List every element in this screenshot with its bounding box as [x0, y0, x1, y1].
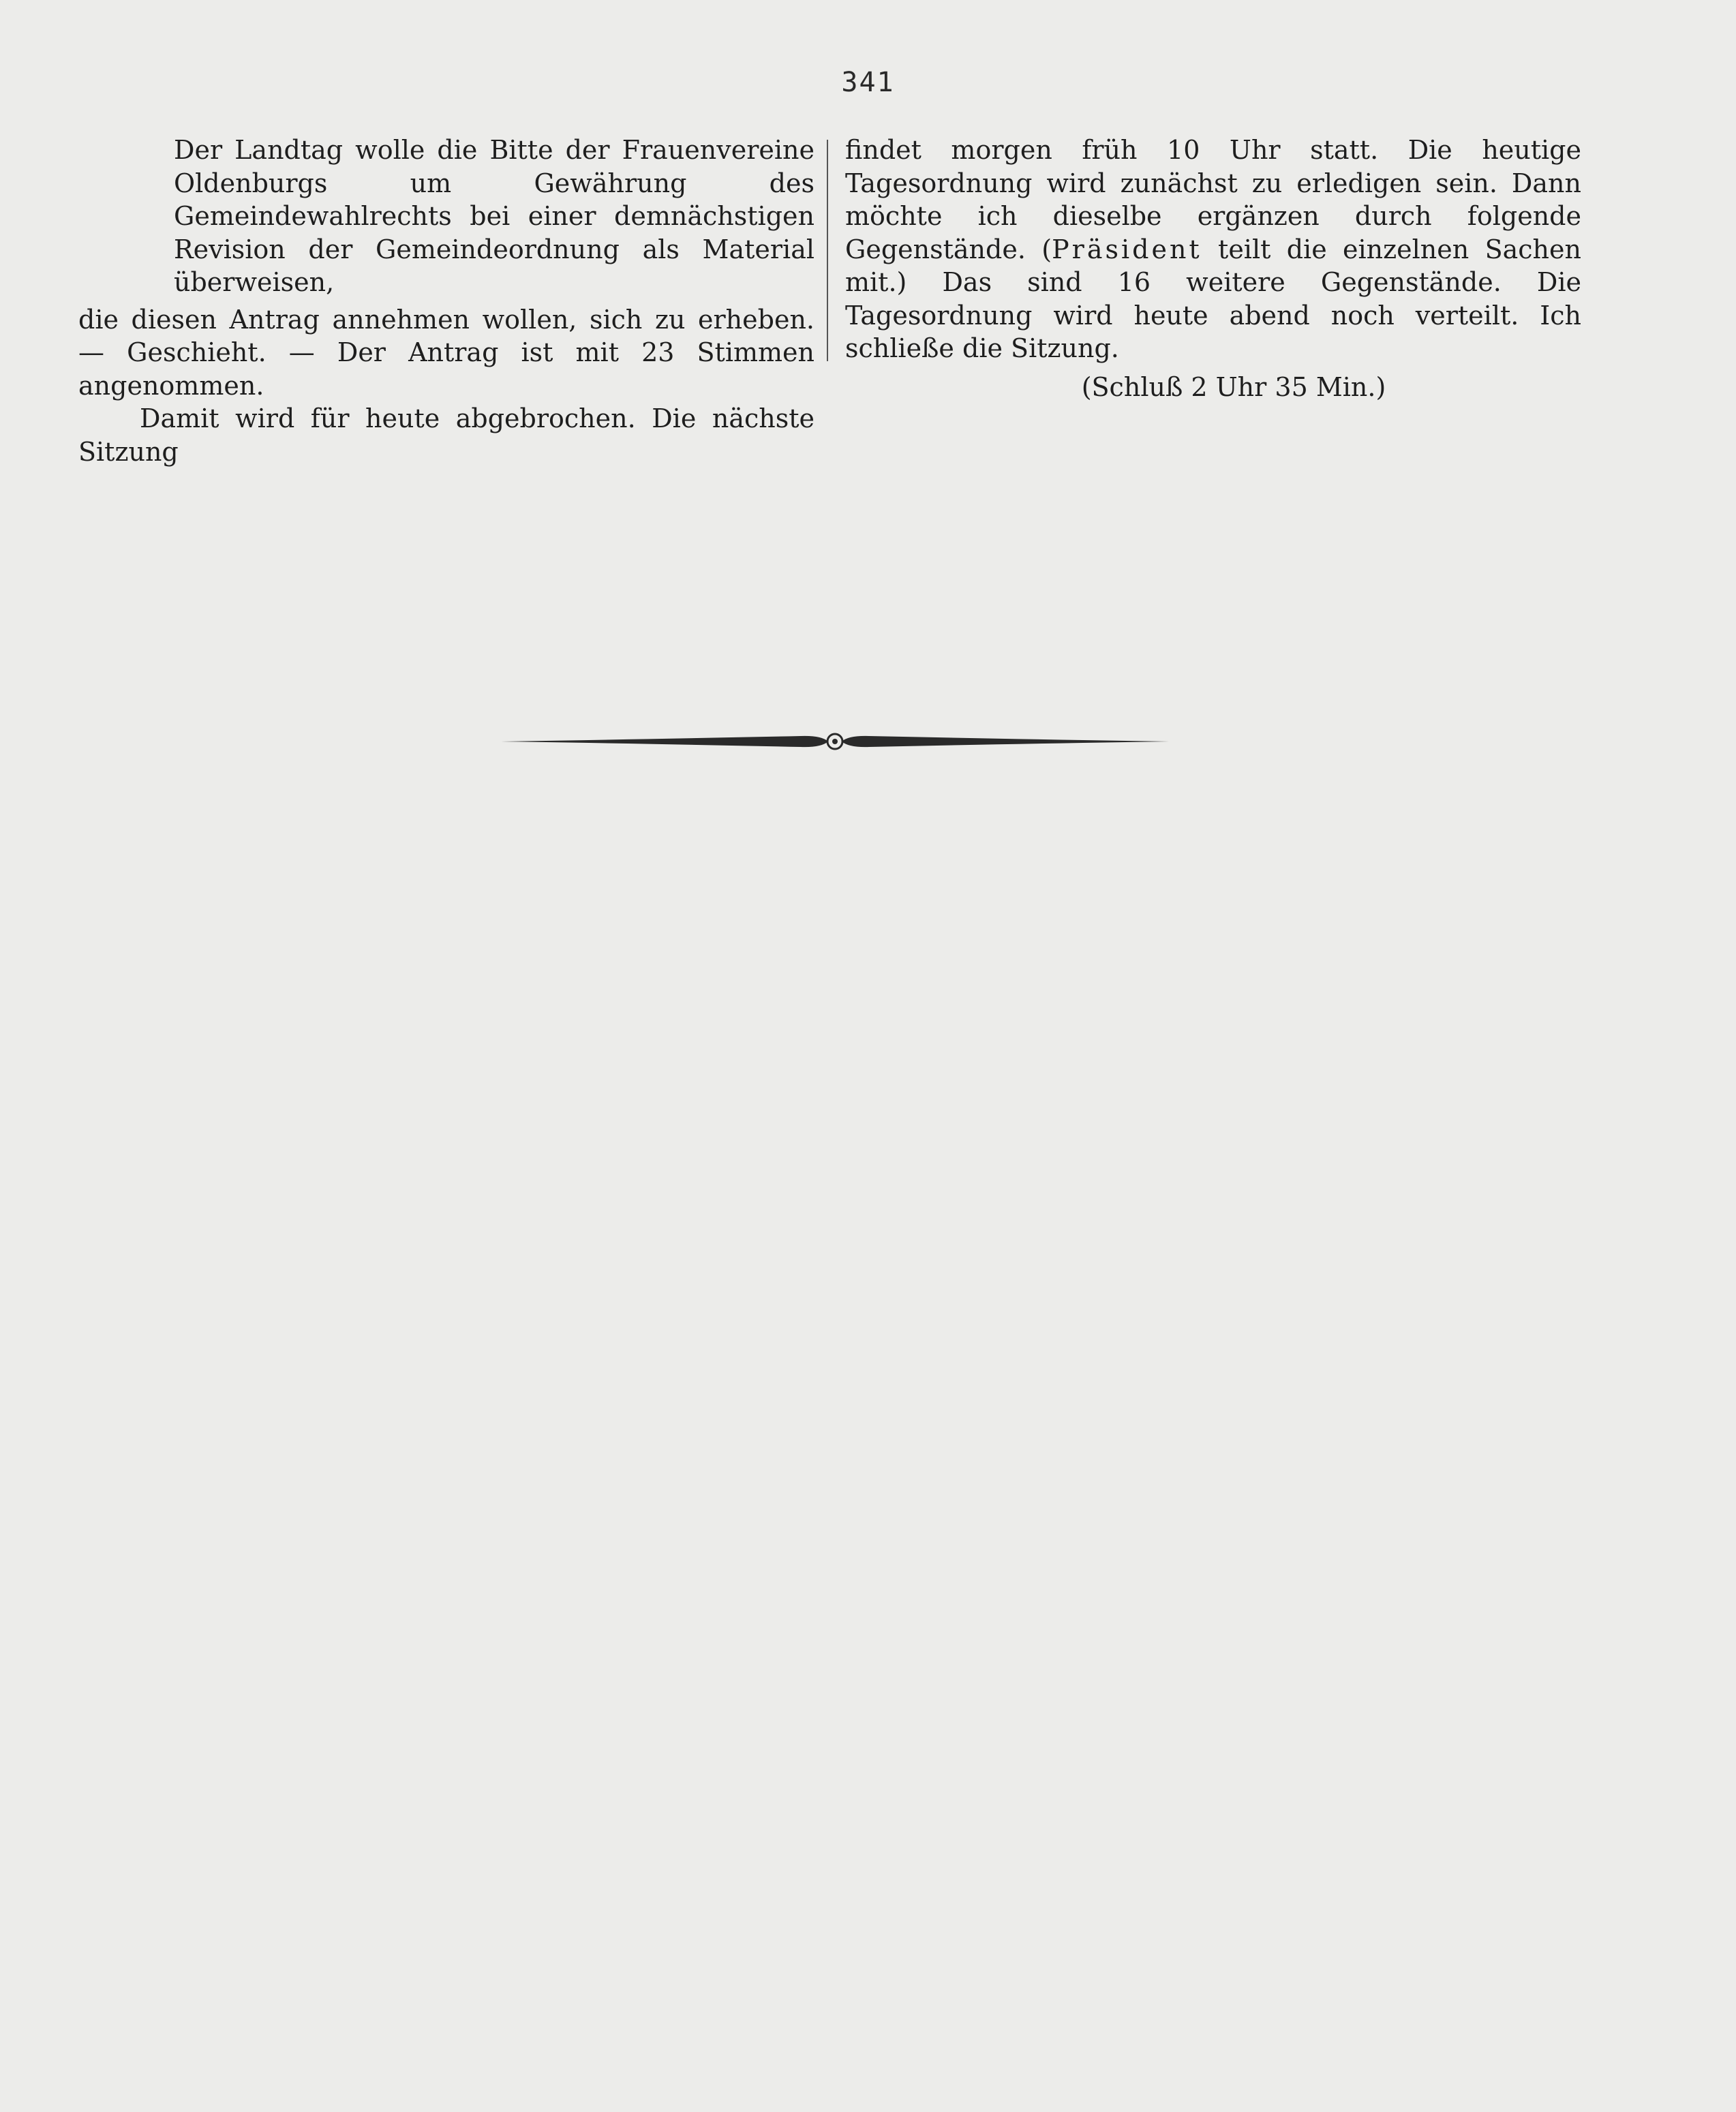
- adjourn-text: Damit wird für heute abgebrochen. Die nächste Sitzung: [78, 403, 814, 467]
- vote-text: die diesen Antrag annehmen wollen, sich zu erheben. — Geschieht. — Der Antrag ist mit 23 Stimmen angenommen.: [78, 304, 814, 401]
- left-column: [78, 134, 814, 468]
- end-of-section-ornament-icon: [501, 728, 1169, 755]
- right-column: [845, 134, 1581, 403]
- right-text-before: findet morgen früh 10 Uhr statt. Die heutige Tagesordnung wird zunächst zu erledigen sein. Dann möchte ich dieselbe ergänzen durch folgende Gegenstände. (: [845, 135, 1581, 264]
- motion-text: Der Landtag wolle die Bitte der Frauenvereine Oldenburgs um Gewährung des Gemeindewahlrechts bei einer demnächstigen Revision der Gemeindeordnung als Material überweisen,: [174, 135, 814, 297]
- right-paragraph: [845, 134, 1581, 365]
- spaced-word: Präsident: [1052, 234, 1202, 264]
- page-number: 341: [841, 67, 895, 98]
- right-text-after: teilt die einzelnen Sachen mit.) Das sind 16 weitere Gegenstände. Die Tagesordnung wird heute abend noch verteilt. Ich schließe die Sitzung.: [845, 234, 1581, 363]
- column-divider: [827, 140, 828, 361]
- closing-note: (Schluß 2 Uhr 35 Min.): [1081, 371, 1386, 402]
